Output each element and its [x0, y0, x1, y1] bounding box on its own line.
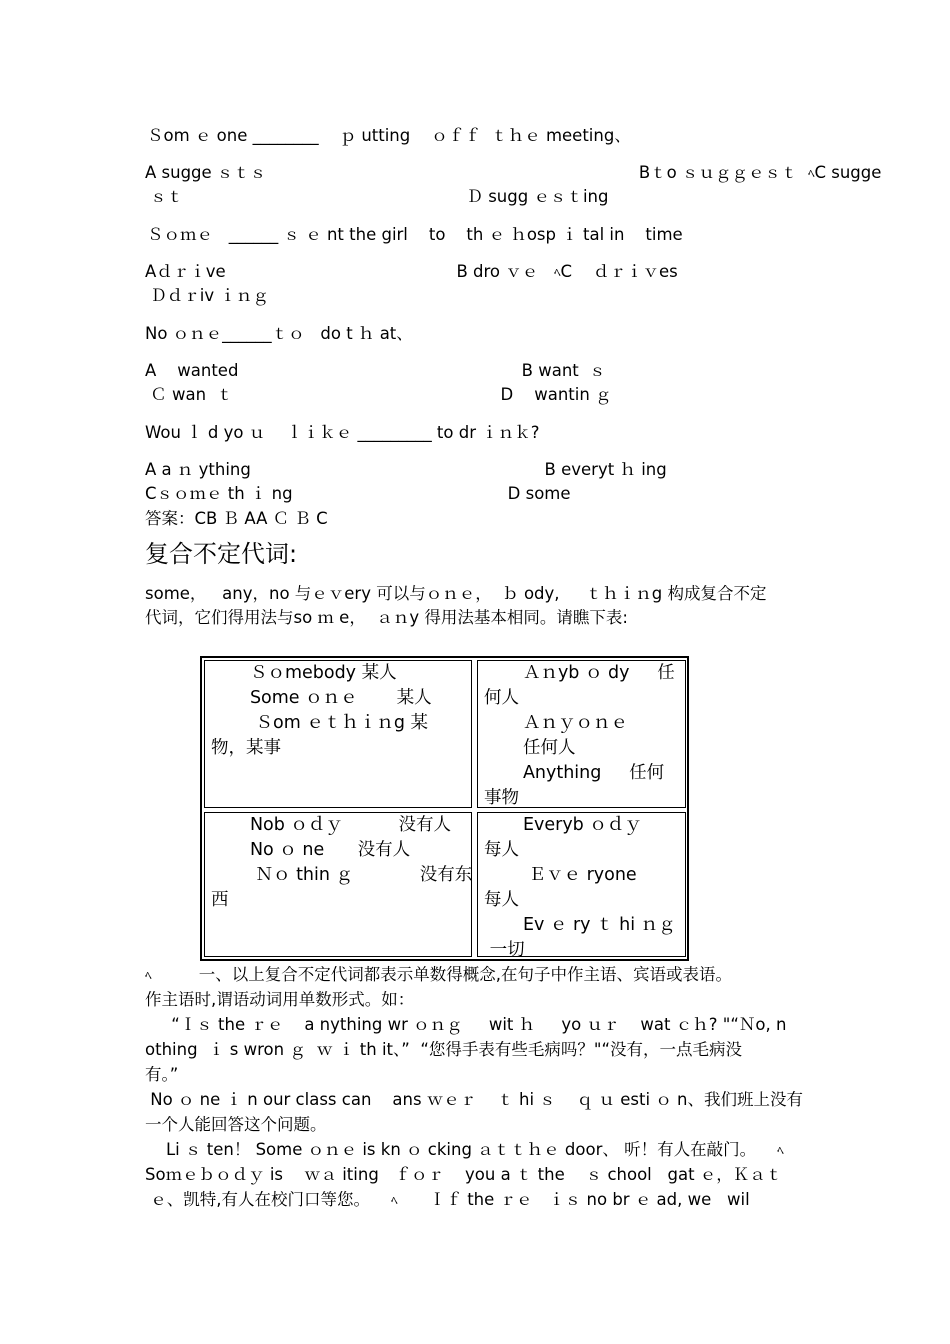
exercise-1-options-line1: A sugge ｓｔｓ Bｔo ｓｕｇｇｅｓｔ ﾍC sugge [145, 163, 882, 182]
table-line: Nob ｏｄｙ 没有人 [211, 815, 452, 835]
table-line: Ｎｏ thin ｇ 没有东 [211, 865, 473, 885]
table-cell-any [477, 660, 686, 808]
bullet-mark-icon: ﾍ [554, 266, 561, 281]
table-cell-some [204, 660, 472, 808]
table-line: 每人 [484, 890, 519, 910]
table-line: Ａｎｙｏｎｅ [484, 713, 628, 733]
pronoun-table [200, 656, 689, 961]
rule-line-1: ﾍ 一、以上复合不定代词都表示单数得概念,在句子中作主语、宾语或表语。 [145, 965, 732, 984]
table-line: 何人 [484, 688, 519, 708]
exercise-2-options-line1: Aｄｒｉve B dro ｖｅ ﾍC ｄｒｉｖes [145, 262, 678, 281]
example-2-line-1: No ｏ ne ｉ n our class can ans ｗｅｒ ｔ hi ｓ ｑ ｕ esti ｏ n、我们班上没有 [145, 1090, 804, 1109]
table-line: No ｏ ne 没有人 [211, 840, 411, 860]
bullet-mark-icon: ﾍ [807, 167, 815, 182]
exercise-2-options-line2: Ｄｄｒiv ｉｎｇ [145, 286, 269, 305]
answer-key: 答案：CB Ｂ AA Ｃ Ｂ C [145, 509, 328, 528]
table-line: Everyb ｏｄｙ [484, 815, 642, 835]
table-line: Ａｎyb ｏ dy 任 [484, 663, 675, 683]
table-line: Anything 任何 [484, 763, 665, 783]
table-line: 每人 [484, 840, 519, 860]
exercise-1-options-line2: ｓｔ Ｄ sugg ｅｓｔing [145, 187, 609, 206]
bullet-mark-icon: ﾍ [390, 1194, 398, 1209]
exercise-3-question: No ｏｎｅ______ｔｏ do t ｈ at、 [145, 324, 413, 343]
exercise-4-options-line2: Cｓｏｍｅ th ｉ ng D some [145, 484, 571, 503]
exercise-4-options-line1: A a ｎ ything B everyt ｈ ing [145, 460, 667, 479]
example-4-line-1: Soｍｅｂｏｄｙ is ｗａ iting ｆｏｒ you a ｔ the ｓ chool gat ｅ，Ｋａｔ [145, 1165, 783, 1184]
exercise-3-options-line2: Ｃ wan ｔ D wantin ｇ [145, 385, 612, 404]
exercise-3-options-line1: A wanted B want ｓ [145, 361, 606, 380]
example-5-line-1: Ｉｆ the ｒｅ ｉｓ no br ｅ ad, we wil [428, 1190, 750, 1209]
example-4-line-2: ｅ、凯特,有人在校门口等您。 ﾍ Ｉｆ the ｒｅ ｉｓ no br ｅ ad, we wil [145, 1190, 750, 1209]
table-line: Ｓｏmebody 某人 [211, 663, 397, 683]
exercise-1-question: Ｓom ｅ one ________ ｐ utting ｏｆｆ ｔｈｅ meeting、 [147, 126, 631, 145]
example-3-line-1: Li ｓ ten！ Some ｏｎｅ is kn ｏ cking ａｔｔｈｅ door、 听！有人在敲门。 ﾍ [145, 1140, 784, 1159]
exercise-2-question: Ｓｏｍｅ ______ ｓ ｅ nt the girl to th ｅ ｈosp ｉ tal in time [147, 225, 683, 244]
example-1-line-1: “Ｉｓ the ｒｅ a nything wr ｏｎｇ wit ｈ yo ｕｒ wat ｃｈ? "“Ｎo, n [145, 1015, 787, 1034]
bullet-mark-icon: ﾍ [145, 969, 152, 984]
table-cell-no [204, 812, 472, 957]
table-cell-every [477, 812, 686, 960]
table-line: 一切 [484, 940, 525, 960]
table-line: 物，某事 [211, 738, 281, 758]
table-line: Some ｏｎｅ 某人 [211, 688, 432, 708]
table-line: 西 [211, 890, 229, 910]
section-heading: 复合不定代词: [145, 540, 298, 568]
table-line: 事物 [484, 788, 519, 808]
table-line: Ｅｖｅ ryone [484, 865, 637, 885]
rule-line-2: 作主语时,谓语动词用单数形式。如： [145, 990, 415, 1009]
intro-line-2: 代词，它们得用法与so ｍ e， ａｎy 得用法基本相同。请瞧下表: [145, 608, 628, 627]
exercise-4-question: Wou ｌ d yo ｕ ｌｉｋｅ _________ to dr ｉｎｋ? [145, 423, 540, 442]
example-1-line-2: othing ｉ s wron ｇ ｗ ｉ th it、” “您得手表有些毛病吗？"“没有，一点毛病没 [145, 1040, 743, 1059]
example-2-line-2: 一个人能回答这个问题。 [145, 1115, 327, 1134]
table-line: Ｓom ｅｔｈｉｎg 某 [211, 713, 428, 733]
table-line: Ev ｅ ry ｔ hi ｎｇ [484, 915, 676, 935]
table-line: 任何人 [484, 738, 576, 758]
intro-line-1: some， any，no 与ｅｖery 可以与ｏｎｅ， ｂ ody, ｔｈｉｎg 构成复合不定 [145, 584, 767, 603]
bullet-mark-icon: ﾍ [777, 1144, 784, 1159]
example-1-line-3: 有。” [145, 1065, 179, 1084]
